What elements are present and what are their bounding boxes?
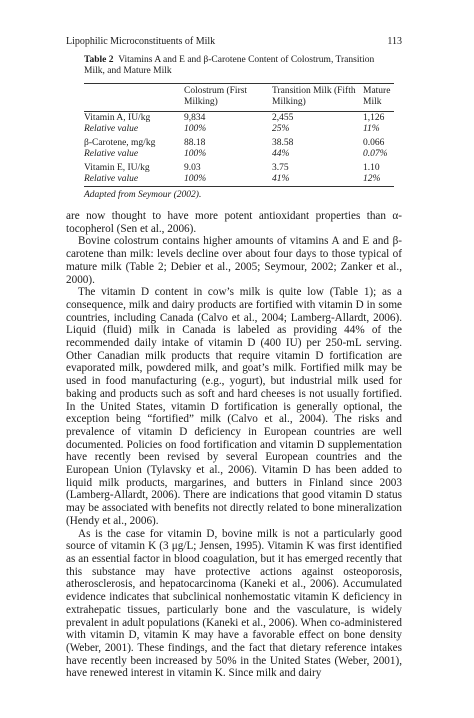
vitamin-table — [84, 84, 394, 184]
row-label: Relative value — [84, 148, 139, 159]
table-row — [84, 149, 394, 160]
table-cell: 3.75 — [272, 163, 289, 173]
table-cell: 9.03 — [184, 163, 201, 173]
table-caption — [84, 55, 394, 77]
table-header-cell: Transition Milk (Fifth Milking) — [272, 86, 356, 107]
table-cell: 100% — [184, 148, 207, 159]
table-cell: 2,455 — [272, 113, 294, 123]
table-header-cell: Colostrum (First Milking) — [184, 86, 248, 107]
running-head — [66, 36, 402, 50]
body-text — [66, 210, 402, 680]
row-label: β-Carotene, mg/kg — [84, 138, 156, 148]
table-header-cell — [84, 84, 184, 110]
table-bottom-rule — [84, 186, 394, 187]
table-cell: 41% — [272, 173, 290, 184]
table-cell: 100% — [184, 123, 207, 134]
table-row — [84, 110, 394, 124]
table-cell: 9,834 — [184, 113, 206, 123]
table-cell: 1,126 — [363, 113, 385, 123]
table-source-note: Adapted from Seymour (2002). — [84, 190, 202, 200]
row-label: Vitamin A, IU/kg — [84, 113, 151, 123]
row-label: Relative value — [84, 173, 139, 184]
table-cell: 25% — [272, 123, 290, 134]
table-row — [84, 159, 394, 174]
table-cell: 44% — [272, 148, 290, 159]
row-label: Relative value — [84, 123, 139, 134]
table-cell: 100% — [184, 173, 207, 184]
paragraph: The vitamin D content in cow’s milk is quite low (Table 1); as a consequence, milk and dairy products are fortified with vitamin D in some countries, including Canada (Calvo et al., 2004; Lamberg-Allardt, 2006). Liquid (fluid) milk in Canada is labeled as providing 44% of the recommended daily intake of vitamin D (400 IU) per 250-mL serving. Other Canadian milk products that require vitamin D fortification are evaporated milk, powdered milk, and goat’s milk. Fortified milk may be used in food manufacturing (e.g., yogurt), but industrial milk used for baking and products such as soft and hard cheeses is not usually fortified. In the United States, vitamin D fortification is generally optional, the exception being “fortified” milk (Calvo et al., 2004). The risks and prevalence of vitamin D deficiency in European countries are well documented. Policies on food fortification and vitamin D supplementation have recently been revised by several European countries and the European Union (Tylavsky et al., 2006). Vitamin D has been added to liquid milk products, margarines, and butters in Finland since 2003 (Lamberg-Allardt, 2006). There are indications that good vitamin D status may be associated with benefits not directly related to bone mineralization (Hendy et al., 2006). — [66, 286, 402, 527]
table-cell: 12% — [363, 173, 381, 184]
page-number: 113 — [387, 36, 402, 47]
table-cell: 11% — [363, 123, 380, 134]
paragraph: Bovine colostrum contains higher amounts of vitamins A and E and β-carotene than milk: levels decline over about four days to those typical of mature milk (Table 2; Debier et al., 2005; Seymour, 2002; Zanker et al., 2000). — [66, 235, 402, 286]
table-cell: 88.18 — [184, 138, 206, 148]
table-header-row — [84, 84, 394, 110]
table-header-rule — [84, 111, 394, 112]
table-row — [84, 134, 394, 149]
table-caption-text: Vitamins A and E and β-Carotene Content of Colostrum, Transition Milk, and Mature Milk — [84, 55, 375, 76]
paragraph: are now thought to have more potent antioxidant properties than α-tocopherol (Sen et al., 2006). — [66, 210, 402, 235]
table-cell: 1.10 — [363, 163, 380, 173]
table-row — [84, 124, 394, 135]
table-cell: 38.58 — [272, 138, 294, 148]
running-head-title: Lipophilic Microconstituents of Milk — [66, 36, 216, 47]
table-row — [84, 174, 394, 185]
row-label: Vitamin E, IU/kg — [84, 163, 150, 173]
table-header-cell: Mature Milk — [363, 86, 391, 107]
paragraph: As is the case for vitamin D, bovine milk is not a particularly good source of vitamin K (3 μg/L; Jensen, 1995). Vitamin K was first identified as an essential factor in blood coagulation, but it has emerged recently that this substance may have protective actions against osteoporosis, atherosclerosis, and hepatocarcinoma (Kaneki et al., 2006). Accumulated evidence indicates that subclinical nonhemostatic vitamin K deficiency in extrahepatic tissues, particularly bone and the vasculature, is widely prevalent in adult populations (Kaneki et al., 2006). When co-administered with vitamin D, vitamin K may have a favorable effect on bone density (Weber, 2001). These findings, and the fact that dietary reference intakes have recently been increased by 50% in the United States (Weber, 2001), have renewed interest in vitamin K. Since milk and dairy — [66, 527, 402, 680]
table-cell: 0.066 — [363, 138, 385, 148]
table-cell: 0.07% — [363, 148, 388, 159]
table-label: Table 2 — [84, 55, 114, 65]
